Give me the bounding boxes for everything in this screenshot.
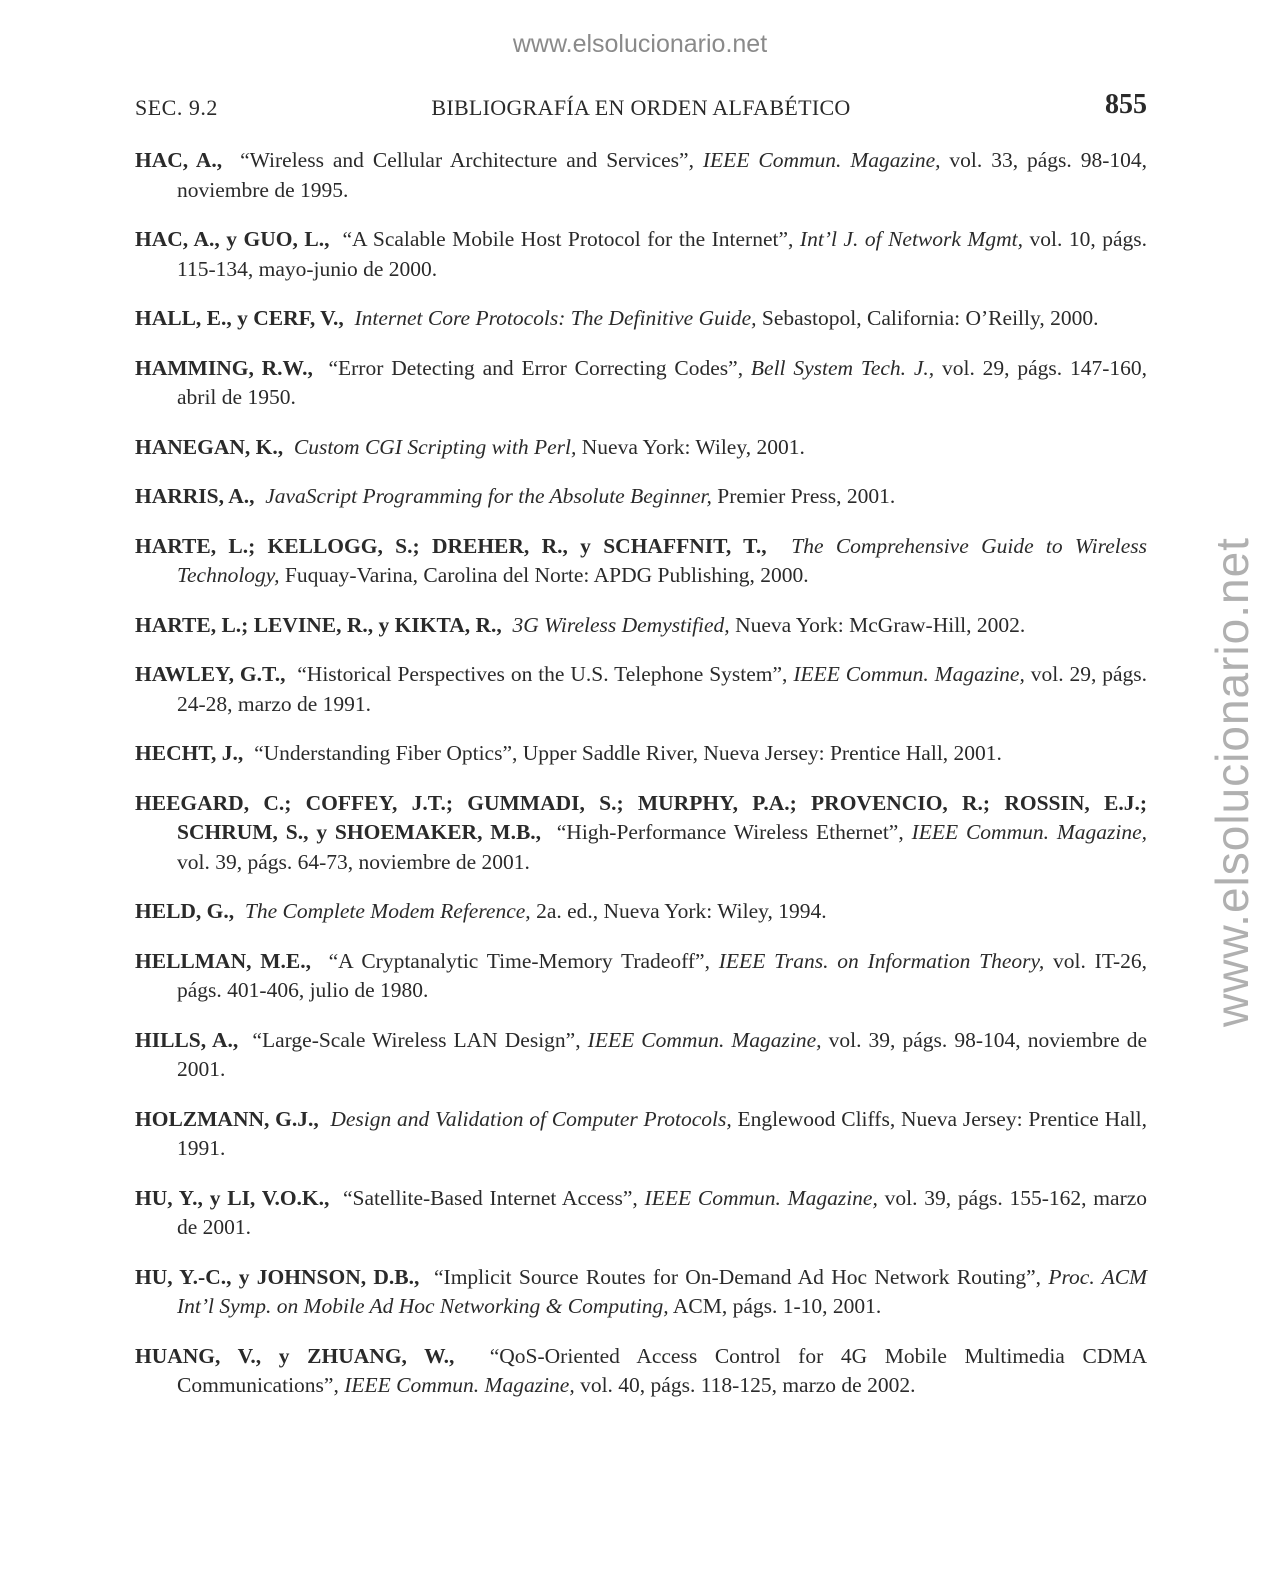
reference-entry — [135, 354, 1147, 413]
reference-source: Bell System Tech. J., — [750, 355, 935, 380]
reference-entry — [135, 739, 1147, 769]
reference-authors: HAC, A., y GUO, L., — [135, 227, 330, 251]
reference-text: “A Scalable Mobile Host Protocol for the Internet”, — [342, 227, 800, 251]
reference-text: “Understanding Fiber Optics”, Upper Saddle River, Nueva Jersey: Prentice Hall, 2001. — [254, 741, 1002, 765]
reference-source: The Complete Modem Reference, — [244, 899, 531, 923]
reference-authors: HALL, E., y CERF, V., — [135, 306, 344, 330]
reference-authors: HELLMAN, M.E., — [135, 948, 312, 973]
reference-text: Fuquay-Varina, Carolina del Norte: APDG Publishing, 2000. — [279, 563, 809, 587]
reference-entry — [135, 789, 1147, 878]
reference-entry — [135, 1342, 1147, 1401]
reference-source: Custom CGI Scripting with Perl, — [293, 434, 577, 459]
reference-text: “A Cryptanalytic Time-Memory Tradeoff”, — [328, 948, 719, 973]
reference-source: IEEE Trans. on Information Theory, — [718, 948, 1045, 973]
reference-source: IEEE Commun. Magazine, — [587, 1027, 822, 1052]
reference-text: Nueva York: McGraw-Hill, 2002. — [729, 612, 1026, 637]
reference-authors: HU, Y., y LI, V.O.K., — [135, 1185, 330, 1210]
reference-text: vol. 40, págs. 118-125, marzo de 2002. — [574, 1373, 916, 1397]
reference-text: “Error Detecting and Error Correcting Codes”, — [328, 355, 751, 380]
reference-authors: HILLS, A., — [135, 1027, 239, 1052]
bibliography-list — [135, 146, 1147, 1401]
reference-source: IEEE Commun. Magazine, — [702, 148, 941, 172]
reference-authors: HAWLEY, G.T., — [135, 662, 286, 686]
reference-source: Internet Core Protocols: The Definitive Guide, — [354, 306, 757, 330]
reference-text: vol. 10, págs. 115-134, mayo-junio de 2000. — [177, 227, 1148, 281]
page-number: 855 — [1105, 89, 1147, 120]
reference-authors: HAC, A., — [135, 148, 223, 172]
reference-entry — [135, 225, 1147, 284]
reference-text: vol. 33, págs. 98-104, noviembre de 1995. — [177, 148, 1148, 202]
reference-entry — [135, 304, 1147, 334]
reference-authors: HUANG, V., y ZHUANG, W., — [135, 1343, 455, 1368]
reference-authors: HAMMING, R.W., — [135, 355, 313, 380]
reference-entry — [135, 947, 1147, 1006]
reference-authors: HECHT, J., — [135, 741, 244, 765]
reference-source: Int’l J. of Network Mgmt, — [799, 227, 1023, 251]
reference-text: ACM, págs. 1-10, 2001. — [668, 1294, 882, 1318]
watermark-top: www.elsolucionario.net — [512, 30, 768, 58]
reference-text: “Historical Perspectives on the U.S. Telephone System”, — [297, 662, 794, 686]
reference-source: JavaScript Programming for the Absolute Beginner, — [265, 484, 712, 508]
reference-authors: HOLZMANN, G.J., — [135, 1106, 319, 1131]
reference-authors: HEEGARD, C.; COFFEY, J.T.; GUMMADI, S.; MURPHY, P.A.; PROVENCIO, R.; ROSSIN, E.J.; SCHRUM, S., y SHOEMAKER, M.B., — [135, 790, 1147, 844]
reference-entry — [135, 433, 1147, 463]
reference-entry — [135, 532, 1147, 591]
reference-entry — [135, 897, 1147, 927]
reference-text: “Implicit Source Routes for On-Demand Ad Hoc Network Routing”, — [434, 1264, 1049, 1289]
watermark-side: www.elsolucionario.net — [1206, 537, 1258, 1027]
reference-text: “Large-Scale Wireless LAN Design”, — [252, 1027, 588, 1052]
reference-source: Design and Validation of Computer Protocols, — [330, 1106, 732, 1131]
reference-source: IEEE Commun. Magazine, — [644, 1185, 878, 1210]
reference-authors: HARTE, L.; LEVINE, R., y KIKTA, R., — [135, 612, 502, 637]
reference-text: 2a. ed., Nueva York: Wiley, 1994. — [530, 899, 827, 923]
reference-text: “High-Performance Wireless Ethernet”, — [556, 820, 912, 844]
section-label: SEC. 9.2 — [135, 95, 218, 120]
reference-source: IEEE Commun. Magazine, — [344, 1373, 575, 1397]
reference-text: vol. 39, págs. 155-162, marzo de 2001. — [177, 1185, 1148, 1239]
reference-entry — [135, 1263, 1147, 1322]
reference-authors: HARTE, L.; KELLOGG, S.; DREHER, R., y SCHAFFNIT, T., — [135, 533, 767, 558]
reference-text: Premier Press, 2001. — [711, 484, 896, 508]
reference-text: “Satellite-Based Internet Access”, — [343, 1185, 645, 1210]
reference-source: The Comprehensive Guide to Wireless Technology, — [177, 533, 1147, 587]
reference-source: IEEE Commun. Magazine, — [793, 662, 1025, 686]
page-title: BIBLIOGRAFÍA EN ORDEN ALFABÉTICO — [431, 95, 851, 120]
reference-entry — [135, 1026, 1147, 1085]
reference-text: vol. IT-26, págs. 401-406, julio de 1980. — [177, 948, 1148, 1002]
reference-text: vol. 39, págs. 64-73, noviembre de 2001. — [177, 849, 530, 874]
reference-entry — [135, 146, 1147, 205]
reference-entry — [135, 1184, 1147, 1243]
reference-text: Sebastopol, California: O’Reilly, 2000. — [756, 306, 1099, 330]
reference-authors: HU, Y.-C., y JOHNSON, D.B., — [135, 1264, 420, 1289]
reference-authors: HELD, G., — [135, 899, 235, 923]
reference-authors: HARRIS, A., — [135, 484, 255, 508]
reference-text: “QoS-Oriented Access Control for 4G Mobile Multimedia CDMA Communications”, — [177, 1343, 1147, 1397]
reference-text: vol. 29, págs. 24-28, marzo de 1991. — [177, 662, 1148, 716]
reference-source: Proc. ACM Int’l Symp. on Mobile Ad Hoc Networking & Computing, — [177, 1264, 1147, 1318]
reference-text: “Wireless and Cellular Architecture and Services”, — [240, 148, 703, 172]
reference-text: Nueva York: Wiley, 2001. — [576, 434, 805, 459]
reference-text: vol. 29, págs. 147-160, abril de 1950. — [177, 355, 1147, 409]
reference-source: 3G Wireless Demystified, — [512, 612, 730, 637]
reference-entry — [135, 660, 1147, 719]
running-head — [135, 89, 1147, 125]
reference-text: vol. 39, págs. 98-104, noviembre de 2001. — [177, 1027, 1148, 1081]
reference-text: Englewood Cliffs, Nueva Jersey: Prentice Hall, 1991. — [177, 1106, 1147, 1160]
reference-entry — [135, 482, 1147, 512]
reference-entry — [135, 611, 1147, 641]
reference-source: IEEE Commun. Magazine, — [911, 820, 1148, 844]
reference-authors: HANEGAN, K., — [135, 434, 284, 459]
reference-entry — [135, 1105, 1147, 1164]
